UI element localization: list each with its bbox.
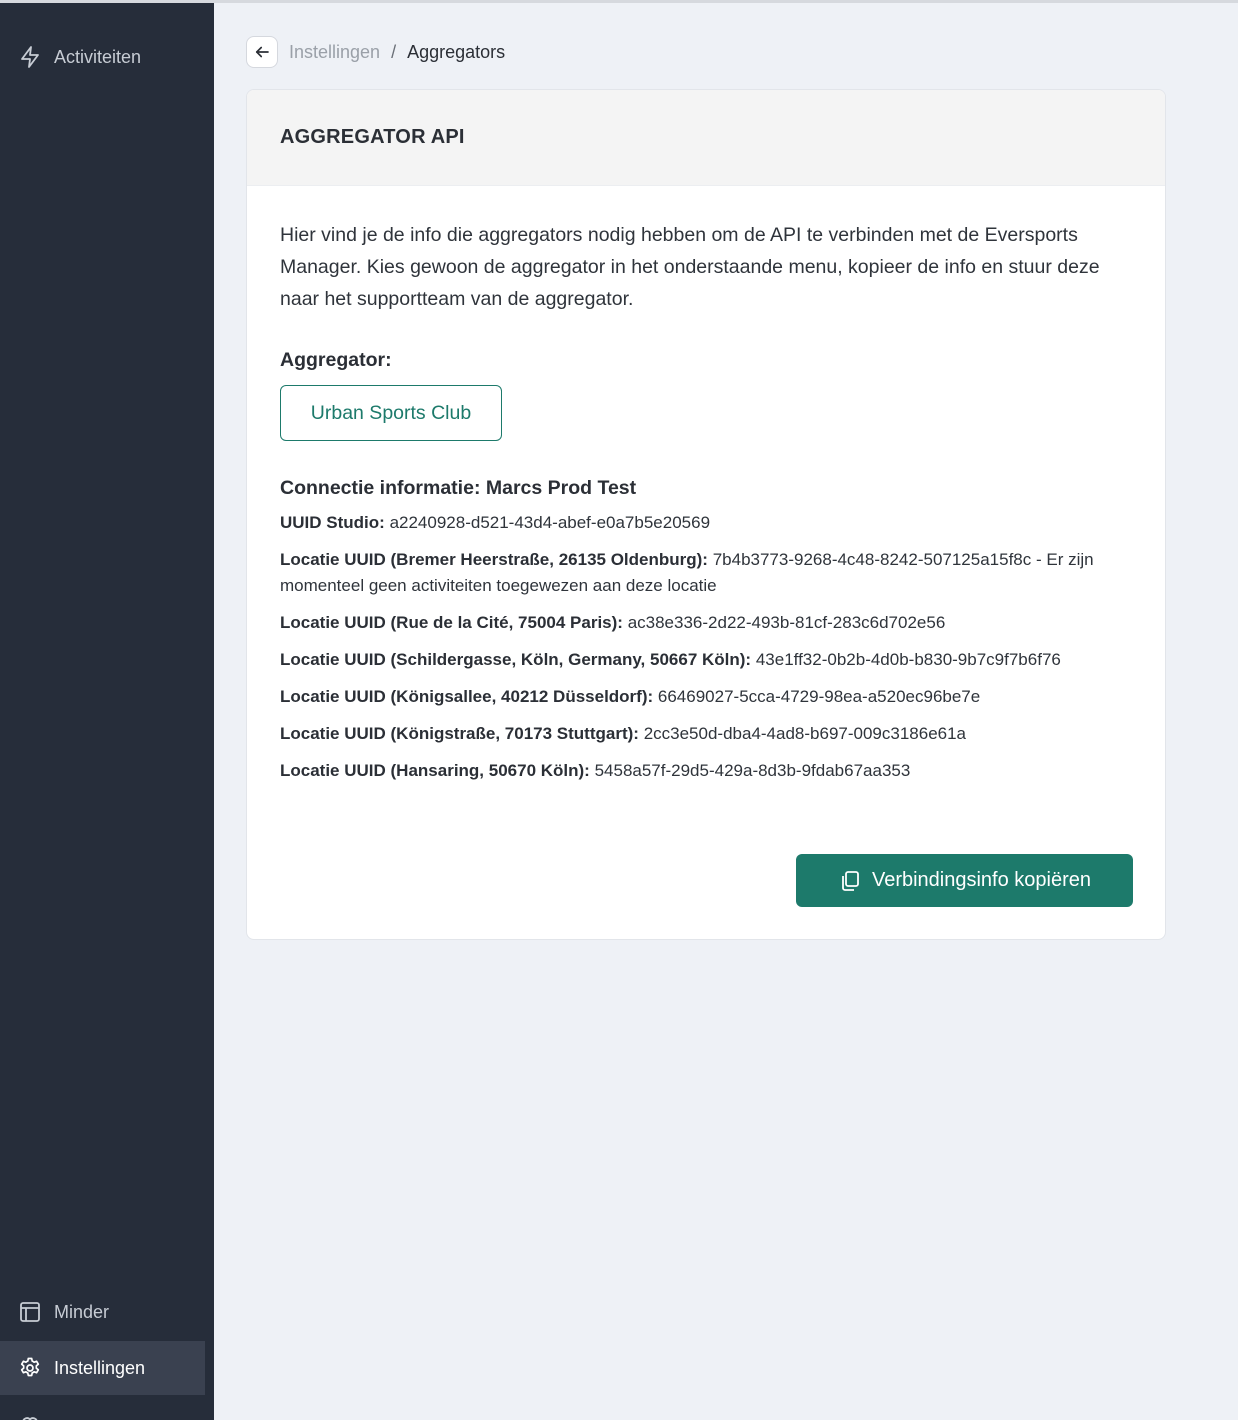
info-row-location-uuid bbox=[280, 721, 1130, 747]
info-row-label: Locatie UUID (Königsallee, 40212 Düsseldorf): bbox=[280, 687, 654, 706]
lightning-icon bbox=[18, 45, 42, 69]
heart-icon bbox=[18, 1412, 42, 1420]
info-row-value: 2cc3e50d-dba4-4ad8-b697-009c3186e61a bbox=[643, 724, 967, 743]
arrow-left-icon bbox=[253, 43, 271, 61]
copy-connection-info-button[interactable] bbox=[796, 854, 1133, 907]
sidebar-item-label: Activiteiten bbox=[54, 46, 142, 67]
sidebar-item-label: Minder bbox=[54, 1301, 110, 1322]
card-header bbox=[247, 90, 1165, 186]
info-row-label: Locatie UUID (Königstraße, 70173 Stuttgart): bbox=[280, 724, 639, 743]
connection-info-list bbox=[280, 510, 1133, 784]
info-row-value: 66469027-5cca-4729-98ea-a520ec96be7e bbox=[657, 687, 981, 706]
info-row-location-uuid bbox=[280, 647, 1130, 673]
breadcrumb-parent[interactable]: Instellingen bbox=[289, 41, 381, 62]
copy-button-label: Verbindingsinfo kopiëren bbox=[871, 869, 1092, 891]
info-row-label: Locatie UUID (Hansaring, 50670 Köln): bbox=[280, 761, 590, 780]
breadcrumb-current: Aggregators bbox=[407, 41, 506, 62]
info-row-location-uuid bbox=[280, 684, 1130, 710]
aggregator-label: Aggregator: bbox=[280, 349, 392, 371]
aggregator-select-button[interactable]: Urban Sports Club bbox=[280, 385, 502, 441]
copy-icon bbox=[838, 869, 862, 893]
info-row-label: Locatie UUID (Rue de la Cité, 75004 Paris): bbox=[280, 613, 623, 632]
info-row-location-uuid bbox=[280, 610, 1130, 636]
breadcrumb-separator: / bbox=[391, 41, 397, 62]
info-row-value: 5458a57f-29d5-429a-8d3b-9fdab67aa353 bbox=[594, 761, 911, 780]
info-row-studio-uuid bbox=[280, 510, 1130, 536]
info-row-value: a2240928-d521-43d4-abef-e0a7b5e20569 bbox=[389, 513, 711, 532]
info-row-location-uuid bbox=[280, 758, 1130, 784]
sidebar bbox=[0, 3, 214, 1420]
card-title: AGGREGATOR API bbox=[280, 126, 465, 148]
sidebar-item-instellingen[interactable] bbox=[0, 1341, 205, 1395]
info-row-label: UUID Studio: bbox=[280, 513, 385, 532]
info-row-value: ac38e336-2d22-493b-81cf-283c6d702e56 bbox=[627, 613, 946, 632]
sidebar-item-partial[interactable] bbox=[0, 1397, 205, 1420]
info-row-value: 7b4b3773-9268-4c48-8242-507125a15f8c - Er zijn momenteel geen activiteiten toegewezen aan deze locatie bbox=[280, 550, 1094, 595]
gear-icon bbox=[18, 1356, 42, 1380]
intro-text: Hier vind je de info die aggregators nodig hebben om de API te verbinden met de Eversports Manager. Kies gewoon de aggregator in het onderstaande menu, kopieer de info en stuur deze naar het supportteam van de aggregator. bbox=[280, 224, 1100, 310]
back-button[interactable] bbox=[246, 36, 278, 68]
info-row-label: Locatie UUID (Bremer Heerstraße, 26135 Oldenburg): bbox=[280, 550, 708, 569]
layout-icon bbox=[18, 1300, 42, 1324]
sidebar-item-minder[interactable] bbox=[0, 1285, 205, 1339]
aggregator-card bbox=[246, 89, 1166, 940]
sidebar-item-activiteiten[interactable] bbox=[0, 30, 205, 84]
breadcrumb bbox=[289, 40, 505, 64]
sidebar-item-label: Instellingen bbox=[54, 1357, 146, 1378]
info-row-label: Locatie UUID (Schildergasse, Köln, Germany, 50667 Köln): bbox=[280, 650, 752, 669]
info-row-value: 43e1ff32-0b2b-4d0b-b830-9b7c9f7b6f76 bbox=[755, 650, 1061, 669]
card-body bbox=[247, 186, 1165, 784]
connection-info-title: Connectie informatie: Marcs Prod Test bbox=[280, 477, 637, 499]
info-row-location-uuid bbox=[280, 547, 1130, 599]
